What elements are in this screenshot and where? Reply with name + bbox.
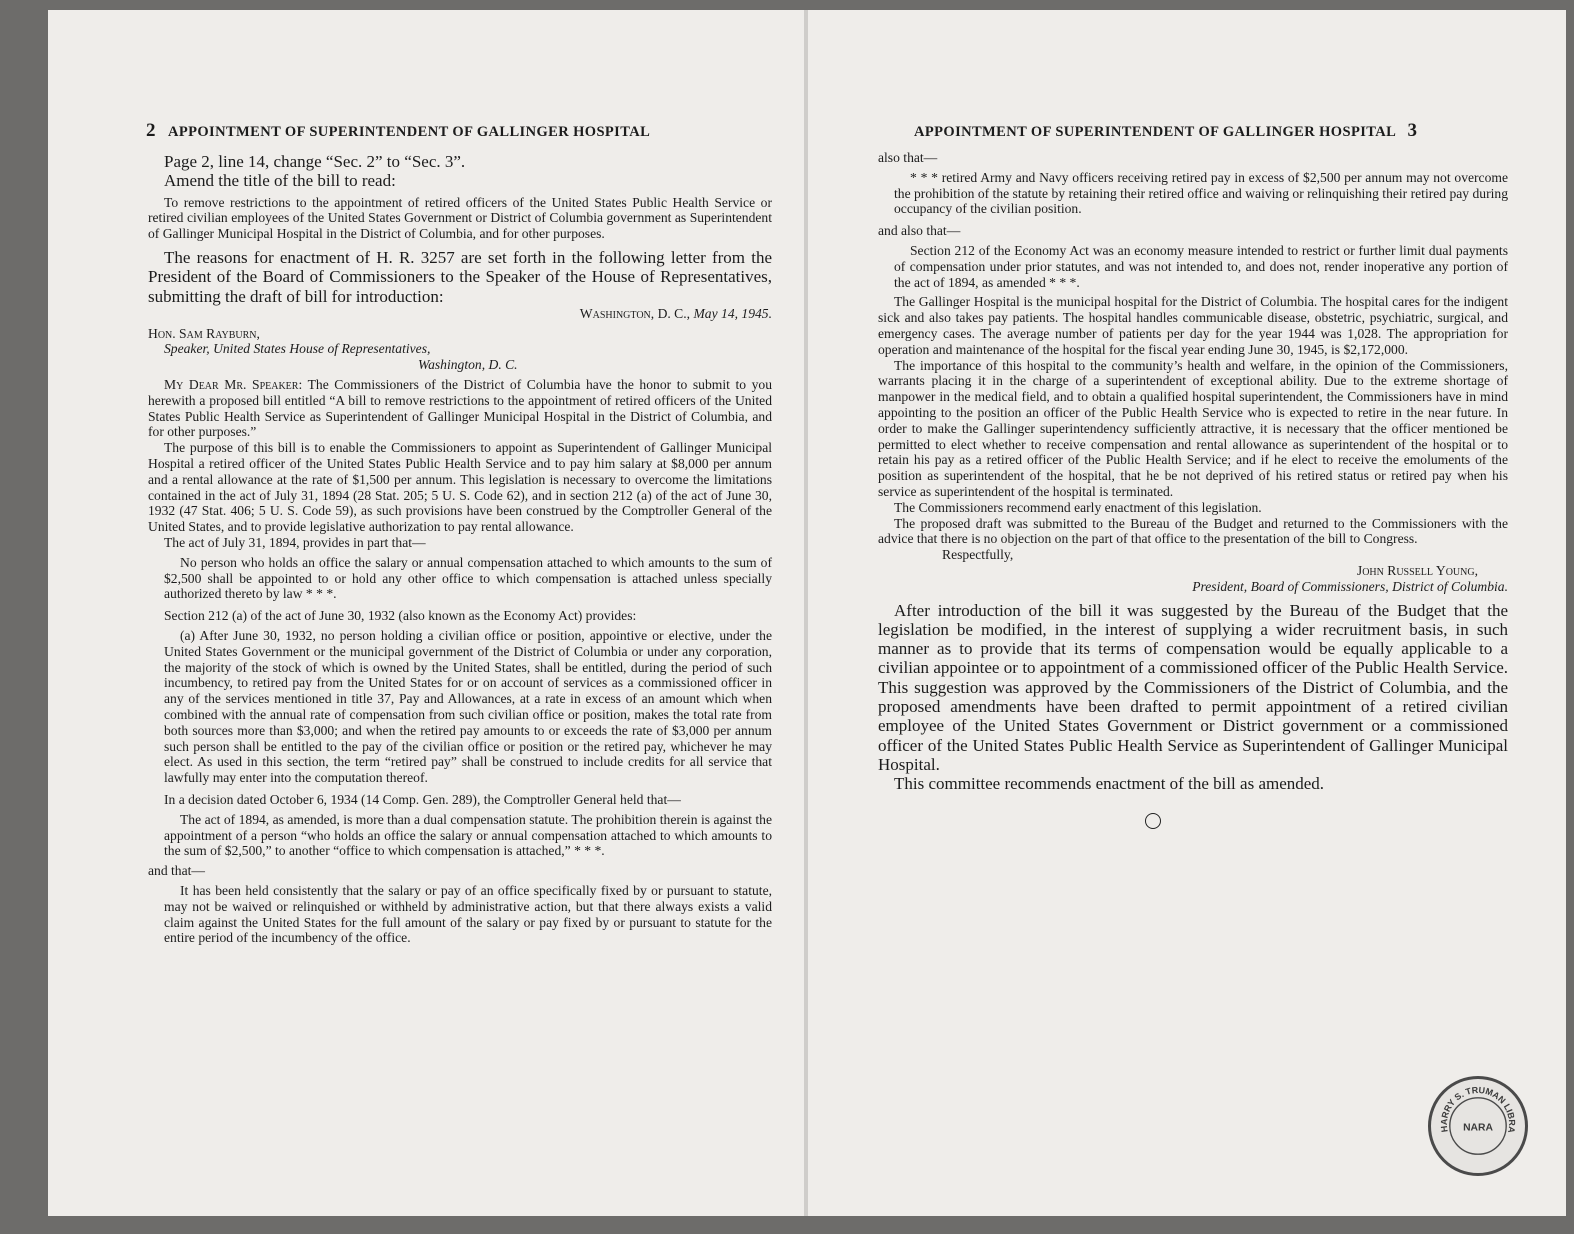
right-page-number: 3 bbox=[1407, 120, 1418, 141]
letter-paragraph-5: In a decision dated October 6, 1934 (14 Comp. Gen. 289), the Comptroller General held that— bbox=[164, 791, 681, 807]
recommendation-line: The Commissioners recommend early enactment of this legislation. bbox=[894, 499, 1262, 515]
economy-act-quote: (a) After June 30, 1932, no person holding a civilian office or position, appointive or elective, under the United States Government or the municipal government of the District of Columbia or under any corporation, the majority of the stock of which is owned by the United States, shall be entitled, during the period of such incumbency, to retired pay from the United States for or on account of services as a commissioned officer in any of the services mentioned in title 37, Pay and Allowances, at a rate in excess of an amount which when combined with the annual rate of compensation from such civilian office or position, makes the total rate from both sources more than $3,000; and when the retired pay amounts to or exceeds the rate of $3,000 per annum such person shall be entitled to the pay of the civilian office or position or the retired pay, whichever he may elect. As used in this section, the term “retired pay” shall be construed to include credits for all service that lawfully may enter into the computation thereof. bbox=[164, 628, 772, 786]
retired-officers-quote: * * * retired Army and Navy officers receiving retired pay in excess of $2,500 per annum may not overcome the prohibition of the statute by retaining their retired office and waiving or relinquishing their retired pay during occupancy of the civilian position. bbox=[894, 169, 1508, 217]
amend-title-instruction: Amend the title of the bill to read: bbox=[164, 171, 396, 191]
left-page bbox=[48, 10, 804, 1216]
amendment-explanation: After introduction of the bill it was suggested by the Bureau of the Budget that the legislation be modified, in the interest of supplying a wider recruitment basis, in such manner as to provide that its terms of compensation would be equally applicable to a civilian appointee or to appointment of a commissioned officer of the Public Health Service. This suggestion was approved by the Commissioners of the District of Columbia, and the proposed amendments have been drafted to permit appointment of a retired civilian employee of the United States Government or District government or a commissioned officer of the United States Public Health Service as Superintendent of Gallinger Municipal Hospital. bbox=[878, 600, 1508, 774]
comptroller-quote-1: The act of 1894, as amended, is more than a dual compensation statute. The prohibition therein is against the appointment of a person “who holds an office the salary or annual compensation attached to which amounts to the sum of $2,500,” to another “office to which compensation is attached,” * * *. bbox=[164, 811, 772, 859]
addressee-title: Speaker, United States House of Representatives, bbox=[164, 341, 431, 357]
hospital-importance: The importance of this hospital to the community’s health and welfare, in the opinion of the Commissioners, warrants placing it in the charge of a superintendent of exceptional ability. Due to the extreme shortage of manpower in the medical field, and to obtain a qualified hospital superintendent, the Commissioners have in mind appointing to the position an officer of the Public Health Service who is expected to retire in the near future. In order to make the Gallinger superintendency sufficiently attractive, it is necessary that the officer mentioned be permitted to elect whether to receive compensation and rental allowance as superintendent of the hospital or to retain his pay as a retired officer of the Public Health Service; and if he elect to receive the emoluments of the position as superintendent of the hospital, that he be not deprived of his retired status or retired pay when his service as superintendent of the hospital is terminated. bbox=[878, 357, 1508, 499]
addressee-city: Washington, D. C. bbox=[418, 357, 518, 373]
end-mark-circle bbox=[1145, 813, 1161, 829]
stamp-top-text: HARRY S. TRUMAN LIBRA bbox=[1438, 1084, 1518, 1134]
letter-paragraph-2: The purpose of this bill is to enable the Commissioners to appoint as Superintendent of Gallinger Municipal Hospital a retired officer of the United States Public Health Service and to pay him salary at $8,000 per annum and a rental allowance at the rate of $1,500 per annum. This legislation is necessary to overcome the limitations contained in the act of July 31, 1894 (28 Stat. 205; 5 U. S. Code 62), and in section 212 (a) of the act of June 30, 1932 (47 Stat. 406; 5 U. S. Code 59), as such provisions have been construed by the Comptroller General of the United States, and to provide legislative authorization to pay rental allowance. bbox=[148, 440, 772, 535]
letter-paragraph-4: Section 212 (a) of the act of June 30, 1932 (also known as the Economy Act) provides: bbox=[164, 608, 637, 624]
library-stamp bbox=[1428, 1076, 1528, 1176]
stamp-center-text: NARA bbox=[1463, 1122, 1493, 1134]
economy-act-section-quote: Section 212 of the Economy Act was an economy measure intended to restrict or further limit dual payments of compensation under prior statutes, and was not intended to, and does not, render inoperative any portion of the act of 1894, as amended * * *. bbox=[894, 242, 1508, 290]
right-text-column bbox=[878, 120, 1508, 829]
dateline-date: May 14, 1945. bbox=[693, 305, 772, 321]
act-1894-quote: No person who holds an office the salary or annual compensation attached to which amounts to the sum of $2,500 shall be appointed to or hold any other office to which compensation is attached unless specially authorized thereto by law * * *. bbox=[164, 554, 772, 602]
committee-recommendation: This committee recommends enactment of the bill as amended. bbox=[894, 774, 1325, 794]
right-running-head: APPOINTMENT OF SUPERINTENDENT OF GALLINGER HOSPITAL bbox=[914, 124, 1396, 140]
salutation: My Dear Mr. Speaker: bbox=[164, 377, 303, 393]
letter-paragraph-3: The act of July 31, 1894, provides in part that— bbox=[164, 535, 426, 551]
and-also-that-line: and also that— bbox=[878, 223, 961, 239]
letter-paragraph-6: and that— bbox=[148, 863, 206, 879]
letter-paragraph-1 bbox=[148, 377, 772, 440]
signer-title: President, Board of Commissioners, District of Columbia. bbox=[1192, 578, 1508, 594]
left-page-number: 2 bbox=[146, 120, 156, 141]
library-stamp-graphic bbox=[1431, 1079, 1525, 1173]
amended-title-quote: To remove restrictions to the appointment of retired officers of the United States Public Health Service or retired civilian employees of the United States Government or District of Columbia government as Superintendent of Gallinger Municipal Hospital in the District of Columbia, and for other purposes. bbox=[148, 194, 772, 242]
left-text-column bbox=[148, 120, 772, 946]
also-that-line: also that— bbox=[878, 150, 938, 165]
letter-closing: Respectfully, bbox=[942, 547, 1014, 563]
amendment-line-change: Page 2, line 14, change “Sec. 2” to “Sec. 3”. bbox=[164, 152, 466, 171]
comptroller-quote-2: It has been held consistently that the salary or pay of an office specifically fixed by or pursuant to statute, may not be waived or relinquished or withheld by administrative action, but that there always exists a valid claim against the United States for the full amount of the salary or pay fixed by or pursuant to statute for the entire period of the incumbency of the office. bbox=[164, 882, 772, 946]
letter-dateline bbox=[148, 306, 772, 322]
addressee-name: Hon. Sam Rayburn, bbox=[148, 325, 260, 341]
left-running-head: APPOINTMENT OF SUPERINTENDENT OF GALLINGER HOSPITAL bbox=[167, 124, 651, 140]
budget-bureau-paragraph: The proposed draft was submitted to the Bureau of the Budget and returned to the Commissioners with the advice that there is no objection on the part of that office to the presentation of the bill to Congress. bbox=[878, 515, 1508, 547]
reasons-paragraph: The reasons for enactment of H. R. 3257 are set forth in the following letter from the President of the Board of Commissioners to the Speaker of the House of Representatives, submitting the draft of bill for introduction: bbox=[148, 247, 772, 306]
hospital-description: The Gallinger Hospital is the municipal hospital for the District of Columbia. The hospital cares for the indigent sick and also takes pay patients. The hospital handles communicable disease, obstetric, psychiatric, surgical, and emergency cases. The average number of patients per day for the year 1944 was 1,028. The appropriation for operation and maintenance of the hospital for the fiscal year ending June 30, 1945, is $2,172,000. bbox=[878, 294, 1508, 357]
signer-name: John Russell Young, bbox=[1356, 562, 1478, 578]
right-page bbox=[808, 10, 1566, 1216]
dateline-place: Washington, D. C., bbox=[579, 305, 691, 321]
letter-paragraph-1-text: The Commissioners of the District of Columbia have the honor to submit to you herewith a proposed bill entitled “A bill to remove restrictions to the appointment of retired officers of the United States Public Health Service as Superintendent of Gallinger Municipal Hospital in the District of Columbia, and for other purposes.” bbox=[148, 377, 772, 440]
